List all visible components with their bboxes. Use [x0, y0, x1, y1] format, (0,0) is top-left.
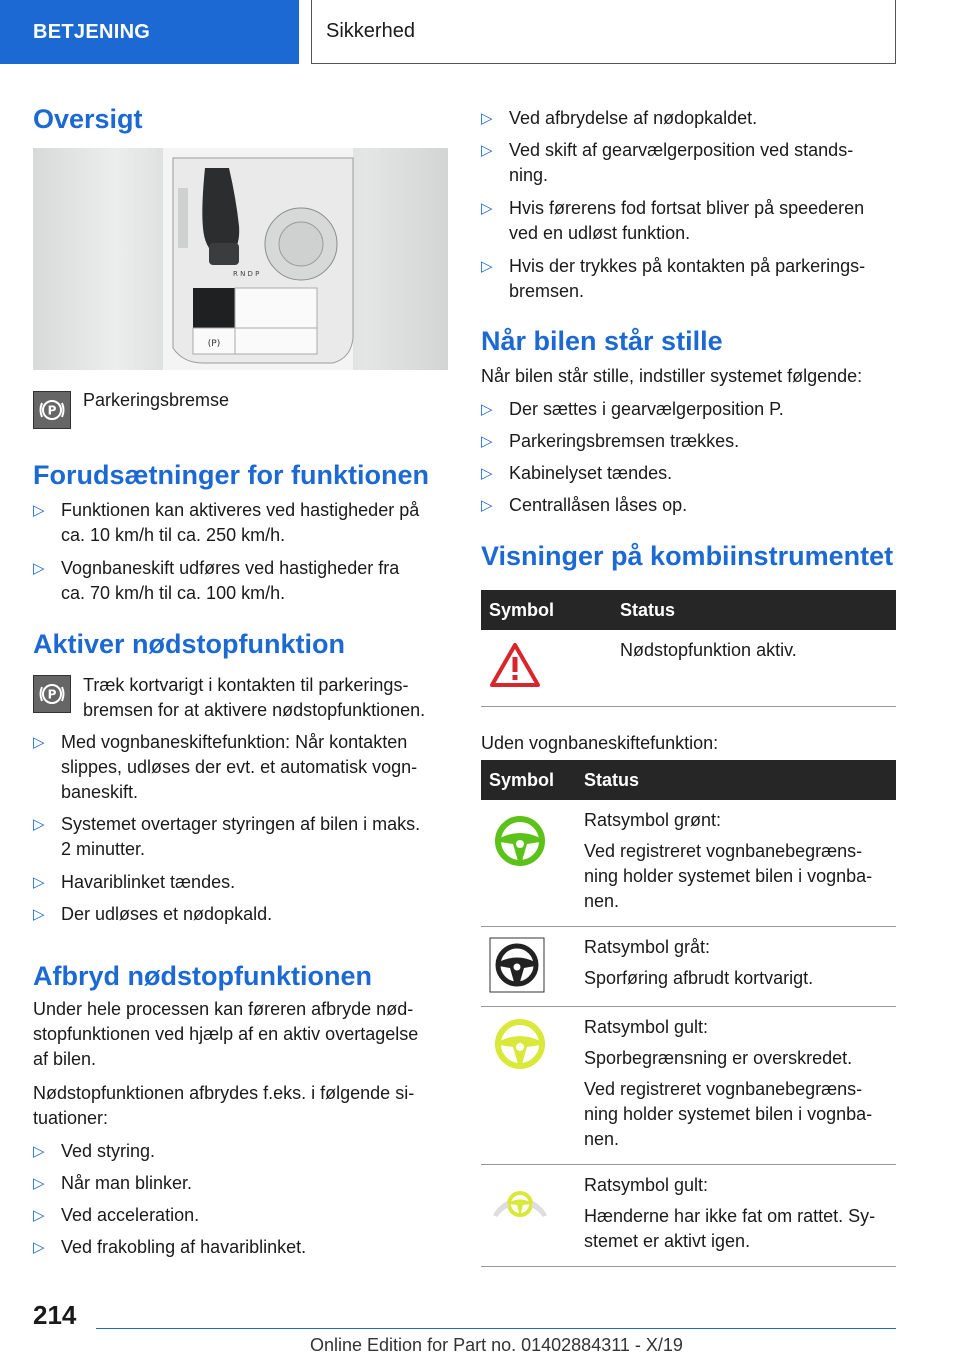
- heading-staar-stille: Når bilen står stille: [481, 326, 723, 356]
- console-photo: [33, 148, 448, 370]
- parking-brake-icon: [33, 391, 71, 429]
- col-status: Status: [584, 590, 896, 630]
- list-item: ▷ Ved skift af gearvælgerposition ved stands- ning.: [481, 140, 854, 185]
- list-item: ▷ Centrallåsen låses op.: [481, 495, 688, 515]
- heading-oversigt: Oversigt: [33, 104, 143, 134]
- staar-text: Når bilen står stille, indstiller systemet følgende:: [481, 366, 863, 386]
- table-row: Ratsymbol gråt: Sporføring afbrudt kortvarigt.: [481, 927, 896, 1007]
- svg-text:P: P: [47, 403, 57, 418]
- list-item: ▷ Havariblinket tændes.: [33, 872, 236, 892]
- list-item: ▷ Ved frakobling af havariblinket.: [33, 1237, 307, 1257]
- list-item: ▷ Kabinelyset tændes.: [481, 463, 673, 483]
- aktiver-text: Træk kortvarigt i kontakten til parkerings- bremsen for at aktivere nødstopfunktionen.: [83, 675, 426, 720]
- list-item: ▷ Ved afbrydelse af nødopkaldet.: [481, 108, 758, 128]
- svg-text:(P): (P): [207, 339, 221, 349]
- heading-forudsaetninger: Forudsætninger for funktionen: [33, 460, 429, 490]
- status-text: Nødstopfunktion aktiv.: [584, 630, 896, 706]
- header-section: BETJENING: [0, 0, 299, 64]
- list-item: ▷ Når man blinker.: [33, 1173, 193, 1193]
- gear-console-illustration: [33, 148, 448, 370]
- status-table-2: [481, 760, 896, 1267]
- list-item: ▷ Funktionen kan aktiveres ved hastigheder på ca. 10 km/h til ca. 250 km/h.: [33, 500, 420, 545]
- list-item: ▷ Parkeringsbremsen trækkes.: [481, 431, 740, 451]
- parking-brake-icon: [33, 675, 71, 713]
- table-row: Ratsymbol gult: Hænderne har ikke fat om rattet. Sy- stemet er aktivt igen.: [481, 1165, 896, 1267]
- heading-visninger: Visninger på kombiinstrumentet: [481, 541, 894, 571]
- warning-triangle-icon: [489, 642, 541, 688]
- svg-text:P: P: [47, 687, 57, 702]
- footer-divider: [96, 1328, 896, 1329]
- header-chapter: Sikkerhed: [311, 0, 896, 64]
- heading-aktiver: Aktiver nødstopfunktion: [33, 629, 345, 659]
- col-symbol: Symbol: [481, 590, 584, 630]
- steering-wheel-green-icon: [489, 814, 551, 868]
- footer-edition: Online Edition for Part no. 01402884311 - X/19: [310, 1335, 683, 1355]
- list-item: ▷ Systemet overtager styringen af bilen i maks. 2 minutter.: [33, 814, 421, 859]
- afbryd-paragraph-1: Under hele processen kan føreren afbryde nød- stopfunktionen ved hjælp af en aktiv overtagelse af bilen.: [33, 999, 419, 1069]
- page-number: 214: [33, 1300, 77, 1330]
- photo-caption: Parkeringsbremse: [83, 390, 230, 410]
- uden-text: Uden vognbaneskiftefunktion:: [481, 733, 719, 753]
- steering-wheel-hands-yellow-icon: [489, 1187, 551, 1221]
- afbryd-paragraph-2: Nødstopfunktionen afbrydes f.eks. i følgende si- tuationer:: [33, 1083, 415, 1128]
- col-symbol: Symbol: [481, 760, 584, 800]
- svg-text:R N D P: R N D P: [233, 270, 260, 278]
- list-item: ▷ Ved styring.: [33, 1141, 156, 1161]
- status-table-1: [481, 590, 896, 707]
- list-item: ▷ Vognbaneskift udføres ved hastigheder fra ca. 70 km/h til ca. 100 km/h.: [33, 558, 400, 603]
- list-item: ▷ Der udløses et nødopkald.: [33, 904, 273, 924]
- table-row: Ratsymbol grønt: Ved registreret vognbanebegræns- ning holder systemet bilen i vognba- nen.: [481, 800, 896, 927]
- col-status: Status: [584, 760, 896, 800]
- list-item: ▷ Hvis der trykkes på kontakten på parkerings- bremsen.: [481, 256, 866, 301]
- table-row: Ratsymbol gult: Sporbegrænsning er overskredet. Ved registreret vognbanebegræns- ning holder systemet bilen i vognba- nen.: [481, 1007, 896, 1165]
- list-item: ▷ Ved acceleration.: [33, 1205, 200, 1225]
- heading-afbryd: Afbryd nødstopfunktionen: [33, 961, 372, 991]
- steering-wheel-yellow-icon: [489, 1017, 551, 1071]
- list-item: ▷ Med vognbaneskiftefunktion: Når kontakten slippes, udløses der evt. et automatisk vogn- baneskift.: [33, 732, 418, 802]
- list-item: ▷ Der sættes i gearvælgerposition P.: [481, 399, 784, 419]
- list-item: ▷ Hvis førerens fod fortsat bliver på speederen ved en udløst funktion.: [481, 198, 865, 243]
- steering-wheel-gray-icon: [489, 937, 545, 993]
